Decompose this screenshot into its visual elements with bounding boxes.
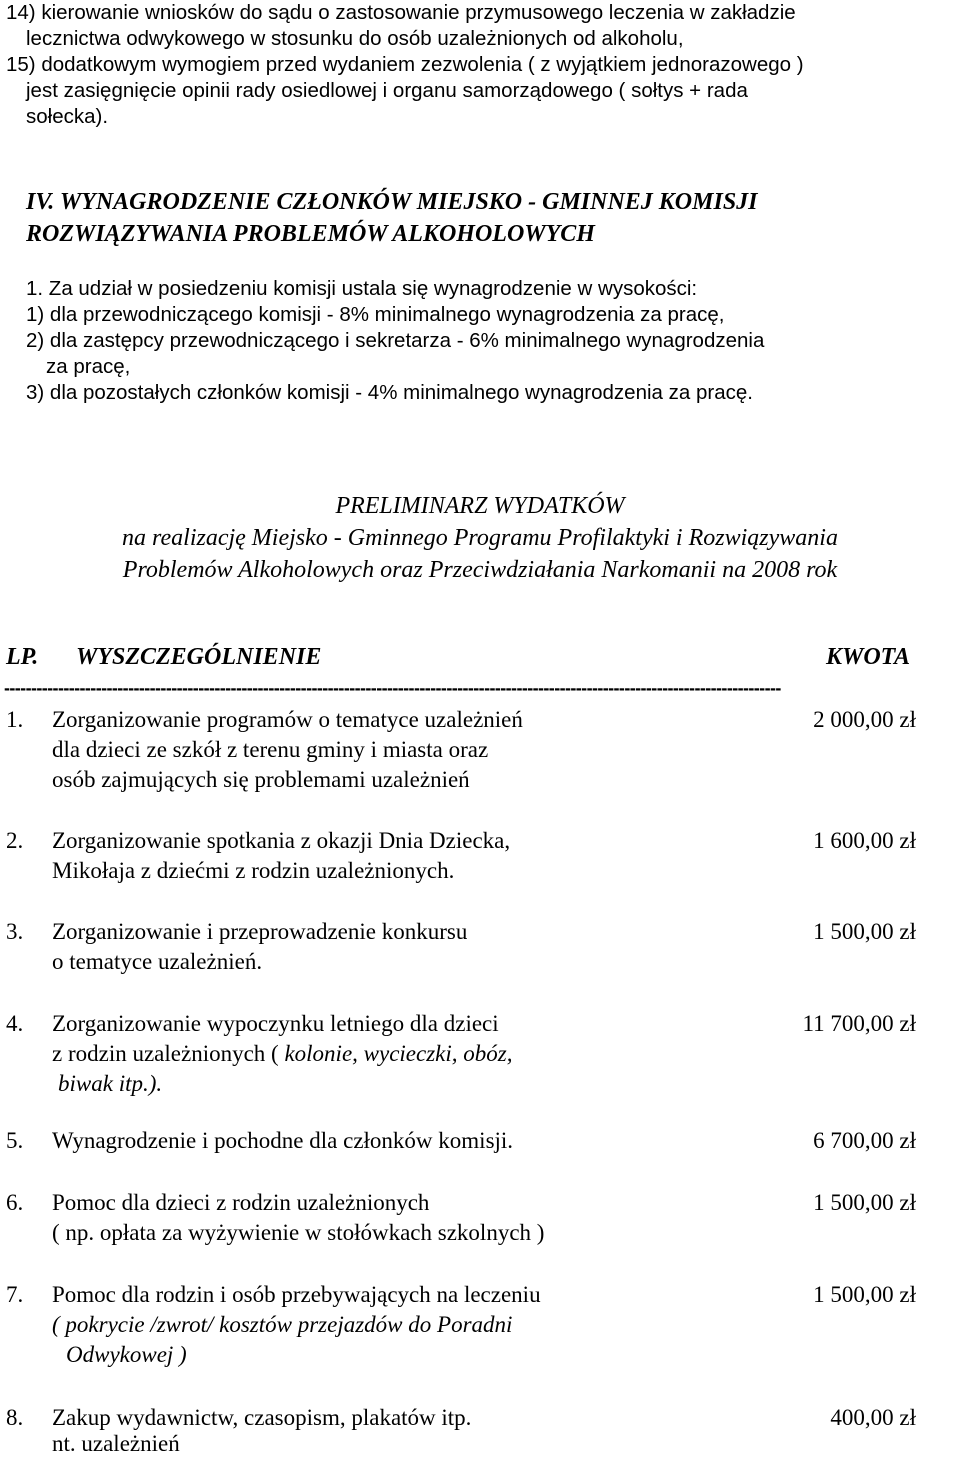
column-header-lp: LP. [6, 644, 39, 670]
row-number: 3. [6, 919, 24, 944]
row-number: 4. [6, 1011, 24, 1036]
row-number: 5. [6, 1128, 24, 1153]
section-4-heading-line2: ROZWIĄZYWANIA PROBLEMÓW ALKOHOLOWYCH [26, 221, 595, 247]
item-14-line1: 14) kierowanie wniosków do sądu o zastosowanie przymusowego leczenia w zakładzie [6, 1, 796, 24]
row-description-line: ( np. opłata za wyżywienie w stołówkach szkolnych ) [52, 1220, 545, 1245]
row-description-line: Wynagrodzenie i pochodne dla członków komisji. [52, 1128, 514, 1153]
preliminarz-title: PRELIMINARZ WYDATKÓW [335, 493, 625, 519]
section-4-point-2: 2) dla zastępcy przewodniczącego i sekretarza - 6% minimalnego wynagrodzenia [26, 329, 765, 352]
section-4-point-3: 3) dla pozostałych członków komisji - 4% minimalnego wynagrodzenia za pracę. [26, 381, 753, 404]
row-amount: 1 500,00 zł [813, 1190, 916, 1215]
row-description-line: o tematyce uzależnień. [52, 949, 263, 974]
row-description-line-2 [52, 1038, 512, 1069]
section-4-point-2-cont: za pracę, [46, 355, 131, 378]
table-separator: ------------------------------------------------------------------------------------------------------------------------------------------------ [4, 678, 781, 698]
row-description-plain: z rodzin uzależnionych ( [52, 1041, 285, 1066]
row-amount: 400,00 zł [830, 1405, 916, 1430]
row-number: 6. [6, 1190, 24, 1215]
row-amount: 2 000,00 zł [813, 707, 916, 732]
row-description-line: Pomoc dla dzieci z rodzin uzależnionych [52, 1190, 430, 1215]
row-description-line: Odwykowej ) [66, 1342, 187, 1367]
row-description-line: nt. uzależnień [52, 1431, 180, 1456]
row-description-line: ( pokrycie /zwrot/ kosztów przejazdów do Poradni [52, 1312, 513, 1337]
section-4-point-1: 1) dla przewodniczącego komisji - 8% minimalnego wynagrodzenia za pracę, [26, 303, 725, 326]
item-15-line2: jest zasięgnięcie opinii rady osiedlowej i organu samorządowego ( sołtys + rada [26, 79, 748, 102]
row-number: 7. [6, 1282, 24, 1307]
row-description-line: Zorganizowanie spotkania z okazji Dnia Dziecka, [52, 828, 511, 853]
item-14-line2: lecznictwa odwykowego w stosunku do osób uzależnionych od alkoholu, [26, 27, 684, 50]
row-description-line: Pomoc dla rodzin i osób przebywających na leczeniu [52, 1282, 541, 1307]
row-amount: 6 700,00 zł [813, 1128, 916, 1153]
row-description-line: Zakup wydawnictw, czasopism, plakatów itp. [52, 1405, 472, 1430]
column-header-amount: KWOTA [825, 644, 910, 670]
column-header-description: WYSZCZEGÓLNIENIE [76, 644, 322, 670]
row-description-line: dla dzieci ze szkół z terenu gminy i miasta oraz [52, 737, 489, 762]
preliminarz-subtitle-line1: na realizację Miejsko - Gminnego Programu Profilaktyki i Rozwiązywania [122, 525, 838, 551]
item-15-line1: 15) dodatkowym wymogiem przed wydaniem zezwolenia ( z wyjątkiem jednorazowego ) [6, 53, 804, 76]
row-amount: 1 500,00 zł [813, 1282, 916, 1307]
item-15-line3: sołecka). [26, 105, 109, 128]
row-description-line: biwak itp.). [58, 1071, 163, 1096]
row-description-line: Zorganizowanie wypoczynku letniego dla dzieci [52, 1011, 499, 1036]
row-description-line: Zorganizowanie i przeprowadzenie konkursu [52, 919, 468, 944]
row-description-line: Zorganizowanie programów o tematyce uzależnień [52, 707, 523, 732]
row-amount: 11 700,00 zł [802, 1011, 916, 1036]
row-number: 2. [6, 828, 24, 853]
row-number: 1. [6, 707, 24, 732]
row-number: 8. [6, 1405, 24, 1430]
row-description-line: osób zajmujących się problemami uzależnień [52, 767, 470, 792]
row-amount: 1 500,00 zł [813, 919, 916, 944]
row-description-italic: kolonie, wycieczki, obóz, [284, 1041, 513, 1066]
preliminarz-subtitle-line2: Problemów Alkoholowych oraz Przeciwdziałania Narkomanii na 2008 rok [122, 557, 838, 583]
row-description-line: Mikołaja z dziećmi z rodzin uzależnionych. [52, 858, 455, 883]
section-4-paragraph-1: 1. Za udział w posiedzeniu komisji ustala się wynagrodzenie w wysokości: [26, 277, 698, 300]
section-4-heading-line1: IV. WYNAGRODZENIE CZŁONKÓW MIEJSKO - GMINNEJ KOMISJI [26, 189, 758, 215]
row-amount: 1 600,00 zł [813, 828, 916, 853]
